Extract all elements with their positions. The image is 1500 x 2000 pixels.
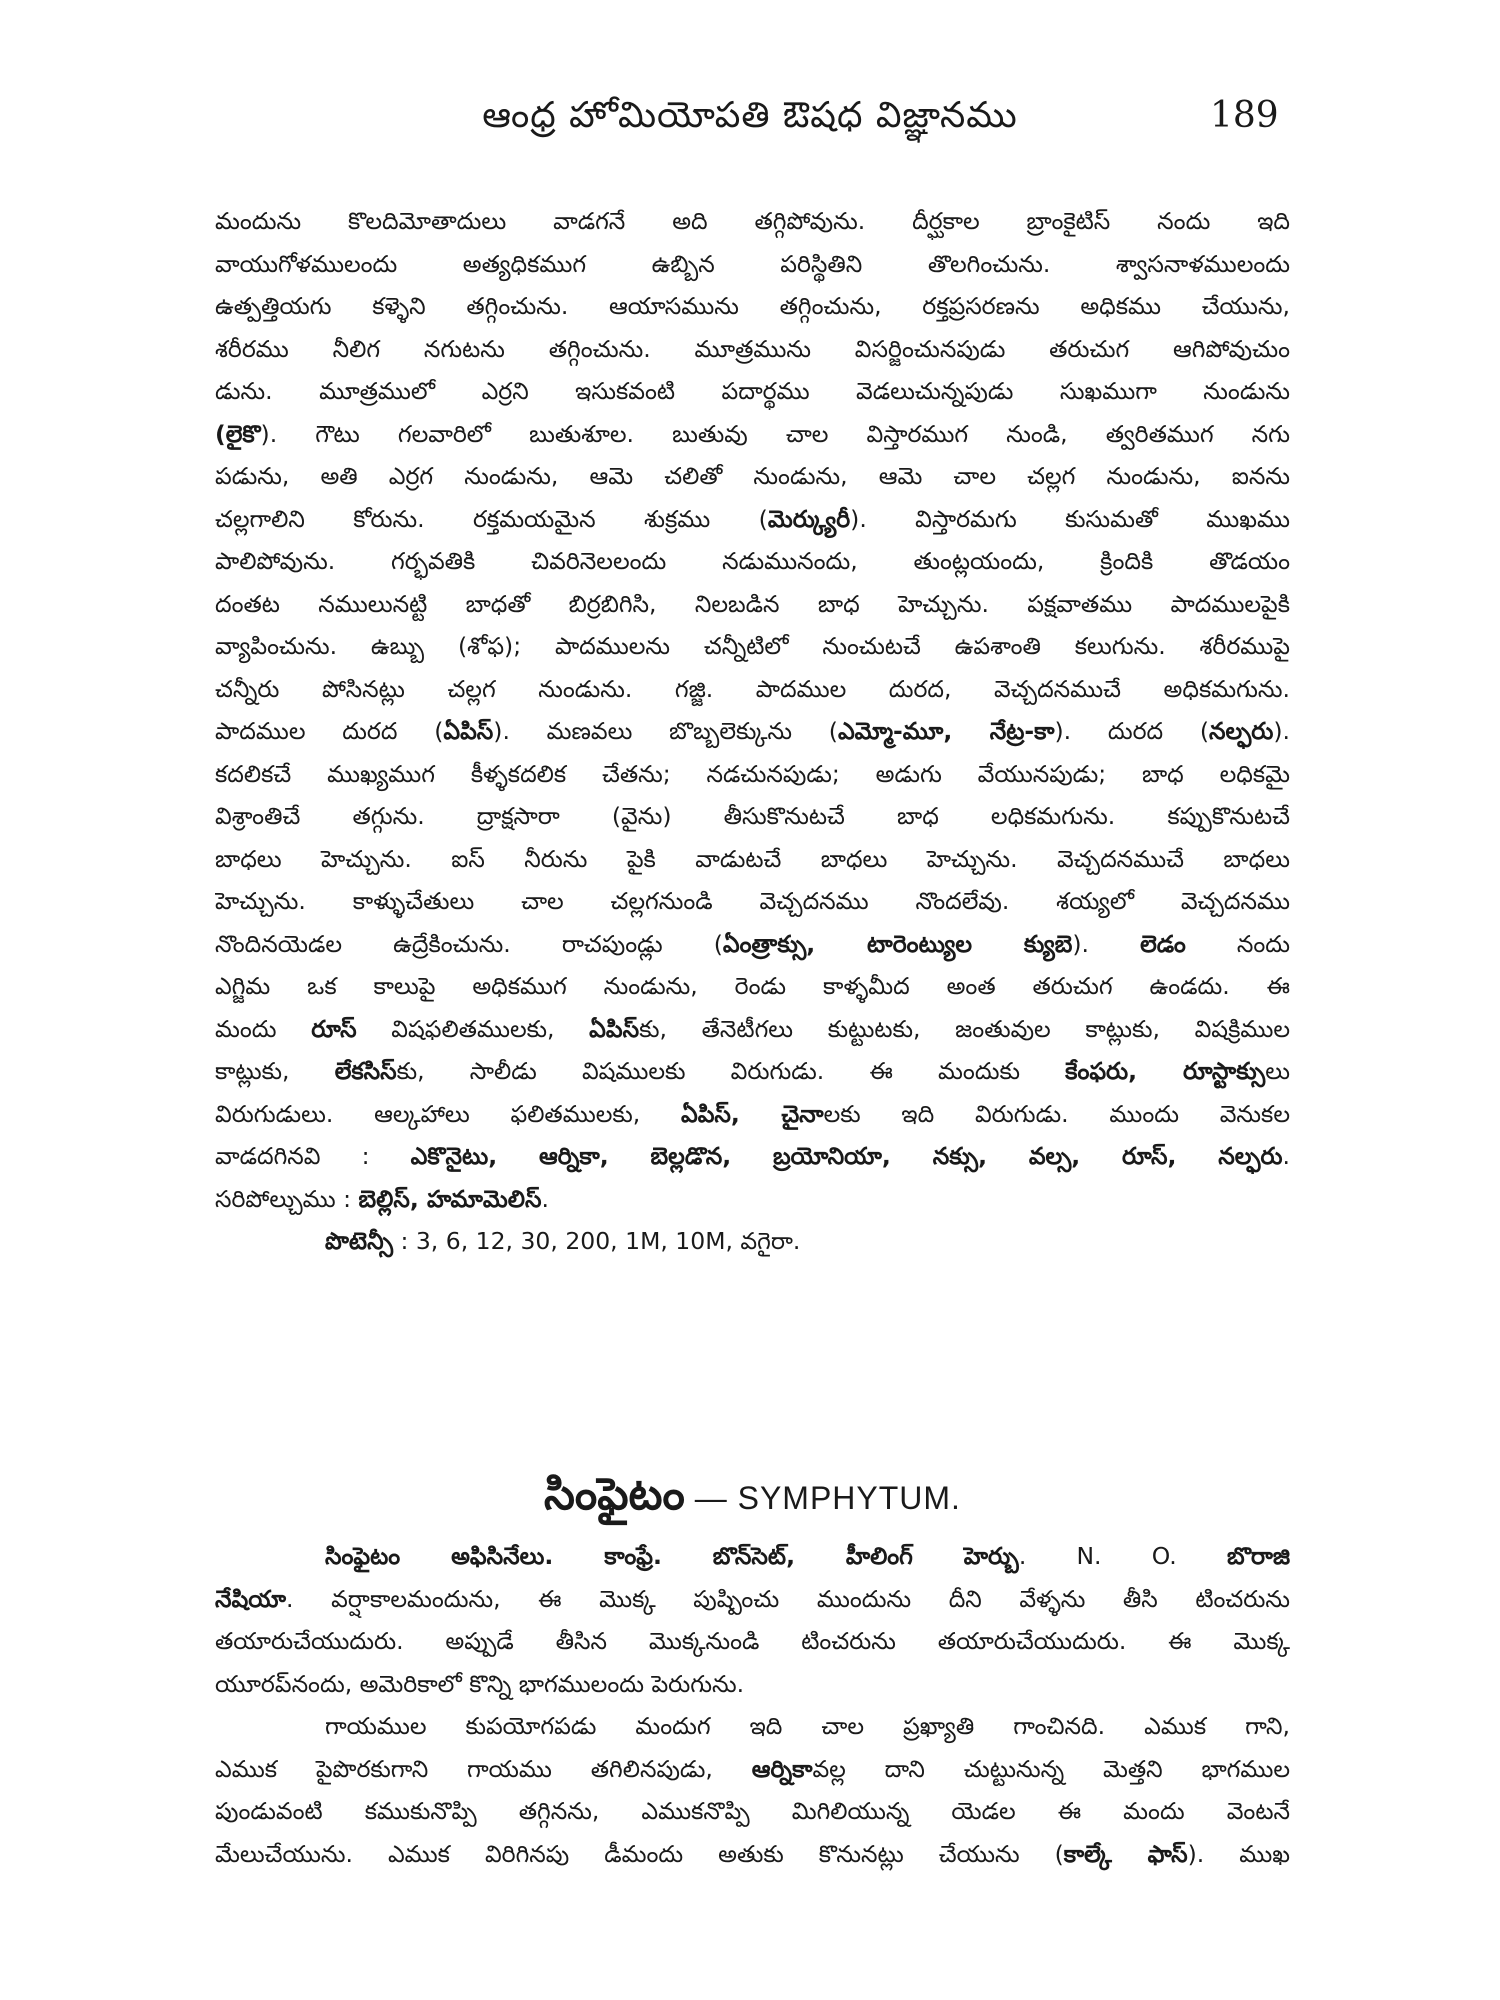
remedy-name: బెల్లిస్, హమామెలిస్: [358, 1184, 542, 1213]
text-line: సింఫైటం అఫిసినేలు. కాంఫ్రే. బొన్‌సెట్, హీలింగ్ హెర్బు. N. O. బొరాజి: [325, 1542, 1290, 1570]
text-line: నేషియా. వర్షాకాలమందును, ఈ మొక్క పుష్పించు ముందును దీని వేళ్ళను తీసి టించరును: [215, 1584, 1290, 1613]
remedy-name: (లైకొ: [215, 419, 261, 448]
text-line: మందు రూస్ విషఫలితములకు, ఏపిస్కు, తేనెటీగలు కుట్టుటకు, జంతువుల కాట్లుకు, విషక్రిముల: [215, 1014, 1290, 1043]
text-line: గాయముల కుపయోగపడు మందుగ ఇది చాల ప్రఖ్యాతి గాంచినది. ఎముక గాని,: [325, 1712, 1290, 1740]
text-line: వ్యాపించును. ఉబ్బు (శోఫ); పాదములను చన్నీటిలో నుంచుటచే ఉపశాంతి కలుగును. శరీరముపై: [215, 632, 1290, 660]
text-line: ఎగ్జిమ ఒక కాలుపై అధికముగ నుండును, రెండు కాళ్ళమీద అంత తరుచుగ ఉండదు. ఈ: [215, 972, 1290, 1000]
page-number: 189: [1210, 95, 1279, 136]
remedy-name: లేకసిస్: [334, 1057, 397, 1085]
text-line: విశ్రాంతిచే తగ్గును. ద్రాక్షసారా (వైను) తీసుకొనుటచే బాధ లధికమగును. కప్పుకొనుటచే: [215, 802, 1290, 830]
remedy-name: బొరాజి: [1226, 1542, 1290, 1570]
text-line: సరిపోల్చుము : బెల్లిస్, హమామెలిస్.: [215, 1184, 549, 1213]
remedy-name: ఆర్నికా: [751, 1754, 813, 1783]
body-text: [215, 200, 1290, 1263]
remedy-name: ఏపిస్, చైనా: [681, 1099, 824, 1128]
text-line: పుండువంటి కముకునొప్పి తగ్గినను, ఎముకనొప్పి మిగిలియున్న యెడల ఈ మందు వెంటనే: [215, 1797, 1290, 1825]
text-line: మేలుచేయును. ఎముక విరిగినపు డీమందు అతుకు కొనునట్లు చేయును (కాల్కే ఫాస్). ముఖ: [215, 1839, 1290, 1868]
text-line: హెచ్చును. కాళ్ళుచేతులు చాల చల్లగనుండి వెచ్చదనము నొందలేవు. శయ్యలో వెచ్చదనము: [215, 887, 1290, 915]
remedy-name: లెడం: [1140, 929, 1186, 958]
remedy-name: ఏపిస్: [589, 1014, 640, 1043]
text-line: బాధలు హెచ్చును. ఐస్ నీరును పైకి వాడుటచే బాధలు హెచ్చును. వెచ్చదనముచే బాధలు: [215, 844, 1290, 873]
text-line: ఎముక పైపొరకుగాని గాయము తగిలినపుడు, ఆర్నికావల్ల దాని చుట్టునున్న మెత్తని భాగముల: [215, 1754, 1290, 1783]
remedy-name: సింఫైటం అఫిసినేలు. కాంఫ్రే. బొన్‌సెట్, హీలింగ్ హెర్బు: [325, 1542, 1019, 1570]
running-head: ఆంధ్ర హోమియోపతి ఔషధ విజ్ఞానము: [482, 95, 1018, 136]
text-line: కాట్లుకు, లేకసిస్కు, సాలీడు విషములకు విరుగుడు. ఈ మందుకు కేంఫరు, రూస్టాక్సులు: [215, 1057, 1290, 1085]
text-line: యూరప్‌నందు, అమెరికాలో కొన్ని భాగములందు పెరుగును.: [215, 1669, 745, 1698]
remedy-name: ఏపిస్: [443, 717, 494, 745]
text-line: పాలిపోవును. గర్భవతికి చివరినెలలందు నడుమునందు, తుంట్లయందు, క్రిందికి తొడయం: [215, 547, 1290, 575]
section-title-english: — SYMPHYTUM.: [684, 1480, 961, 1516]
section-title-telugu: సింఫైటం: [544, 1469, 685, 1520]
text-line: వాయుగోళములందు అత్యధికముగ ఉబ్బిన పరిస్థితిని తొలగించును. శ్వాసనాళములందు: [215, 249, 1290, 278]
text-line: వాడదగినవి : ఎకొనైటు, ఆర్నికా, బెల్లడొన, బ్రయోనియా, నక్సు, వల్స, రూస్, నల్ఫరు.: [215, 1142, 1290, 1170]
potency-label: పొటెన్సీ: [325, 1227, 393, 1255]
text-line: కదలికచే ముఖ్యముగ కీళ్ళకదలిక చేతను; నడచునపుడు; అడుగు వేయునపుడు; బాధ లధికమై: [215, 759, 1290, 788]
text-line: చన్నీరు పోసినట్లు చల్లగ నుండును. గజ్జి. పాదముల దురద, వెచ్చదనముచే అధికమగును.: [215, 674, 1290, 703]
remedy-name: నల్ఫరు: [1209, 717, 1274, 745]
remedy-name: ఎమ్మో-మూ, నేట్ర-కా: [837, 717, 1055, 745]
remedy-name: కాల్కే ఫాస్: [1063, 1839, 1188, 1868]
remedy-name: కేంఫరు, రూస్టాక్సు: [1065, 1057, 1266, 1085]
section-body: [215, 1535, 1290, 1875]
remedy-name: నేషియా: [215, 1584, 287, 1613]
remedy-name: ఎకొనైటు, ఆర్నికా, బెల్లడొన, బ్రయోనియా, నక్సు, వల్స, రూస్, నల్ఫరు: [410, 1142, 1283, 1170]
potency-line: పొటెన్సీ : 3, 6, 12, 30, 200, 1M, 10M, వగైరా.: [325, 1227, 801, 1255]
text-line: (లైకొ). గౌటు గలవారిలో బుతుశూల. బుతువు చాల విస్తారముగ నుండి, త్వరితముగ నగు: [215, 419, 1290, 448]
remedy-name: రూస్: [311, 1014, 357, 1043]
remedy-name: ఏంత్రాక్సు, టారెంట్యుల క్యుబె: [722, 929, 1073, 958]
text-line: ఉత్పత్తియగు కళ్ళెని తగ్గించును. ఆయాసమును తగ్గించును, రక్తప్రసరణను అధికము చేయును,: [215, 292, 1290, 320]
section-heading: [215, 1460, 1290, 1530]
text-line: తయారుచేయుదురు. అప్పుడే తీసిన మొక్కనుండి టించరును తయారుచేయుదురు. ఈ మొక్క: [215, 1627, 1290, 1655]
text-line: చల్లగాలిని కోరును. రక్తమయమైన శుక్రము (మెర్క్యురీ). విస్తారమగు కుసుమతో ముఖము: [215, 504, 1290, 533]
text-line: దంతట నములునట్టి బాధతో బిర్రబిగిసి, నిలబడిన బాధ హెచ్చును. పక్షవాతము పాదములపైకి: [215, 589, 1290, 618]
text-line: శరీరము నీలిగ నగుటను తగ్గించును. మూత్రమును విసర్జించునపుడు తరుచుగ ఆగిపోవుచుం: [215, 334, 1290, 363]
text-line: విరుగుడులు. ఆల్కహాలు ఫలితములకు, ఏపిస్, చైనాలకు ఇది విరుగుడు. ముందు వెనుకల: [215, 1099, 1290, 1128]
text-line: పడును, అతి ఎర్రగ నుండును, ఆమె చలితో నుండును, ఆమె చాల చల్లగ నుండును, ఐనను: [215, 462, 1290, 490]
remedy-name: మెర్క్యురీ: [767, 504, 851, 533]
text-line: మందును కొలదిమోతాదులు వాడగనే అది తగ్గిపోవును. దీర్ఘకాల బ్రాంకైటిస్ నందు ఇది: [215, 207, 1290, 235]
text-line: పాదముల దురద (ఏపిస్). మణవలు బొబ్బలెక్కును (ఎమ్మో-మూ, నేట్ర-కా). దురద (నల్ఫరు).: [215, 717, 1290, 745]
text-line: నొందినయెడల ఉద్రేకించును. రాచపుండ్లు (ఏంత్రాక్సు, టారెంట్యుల క్యుబె). లెడం నందు: [215, 929, 1290, 958]
text-line: డును. మూత్రములో ఎర్రని ఇసుకవంటి పదార్థము వెడలుచున్నపుడు సుఖముగా నుండును: [215, 377, 1290, 405]
